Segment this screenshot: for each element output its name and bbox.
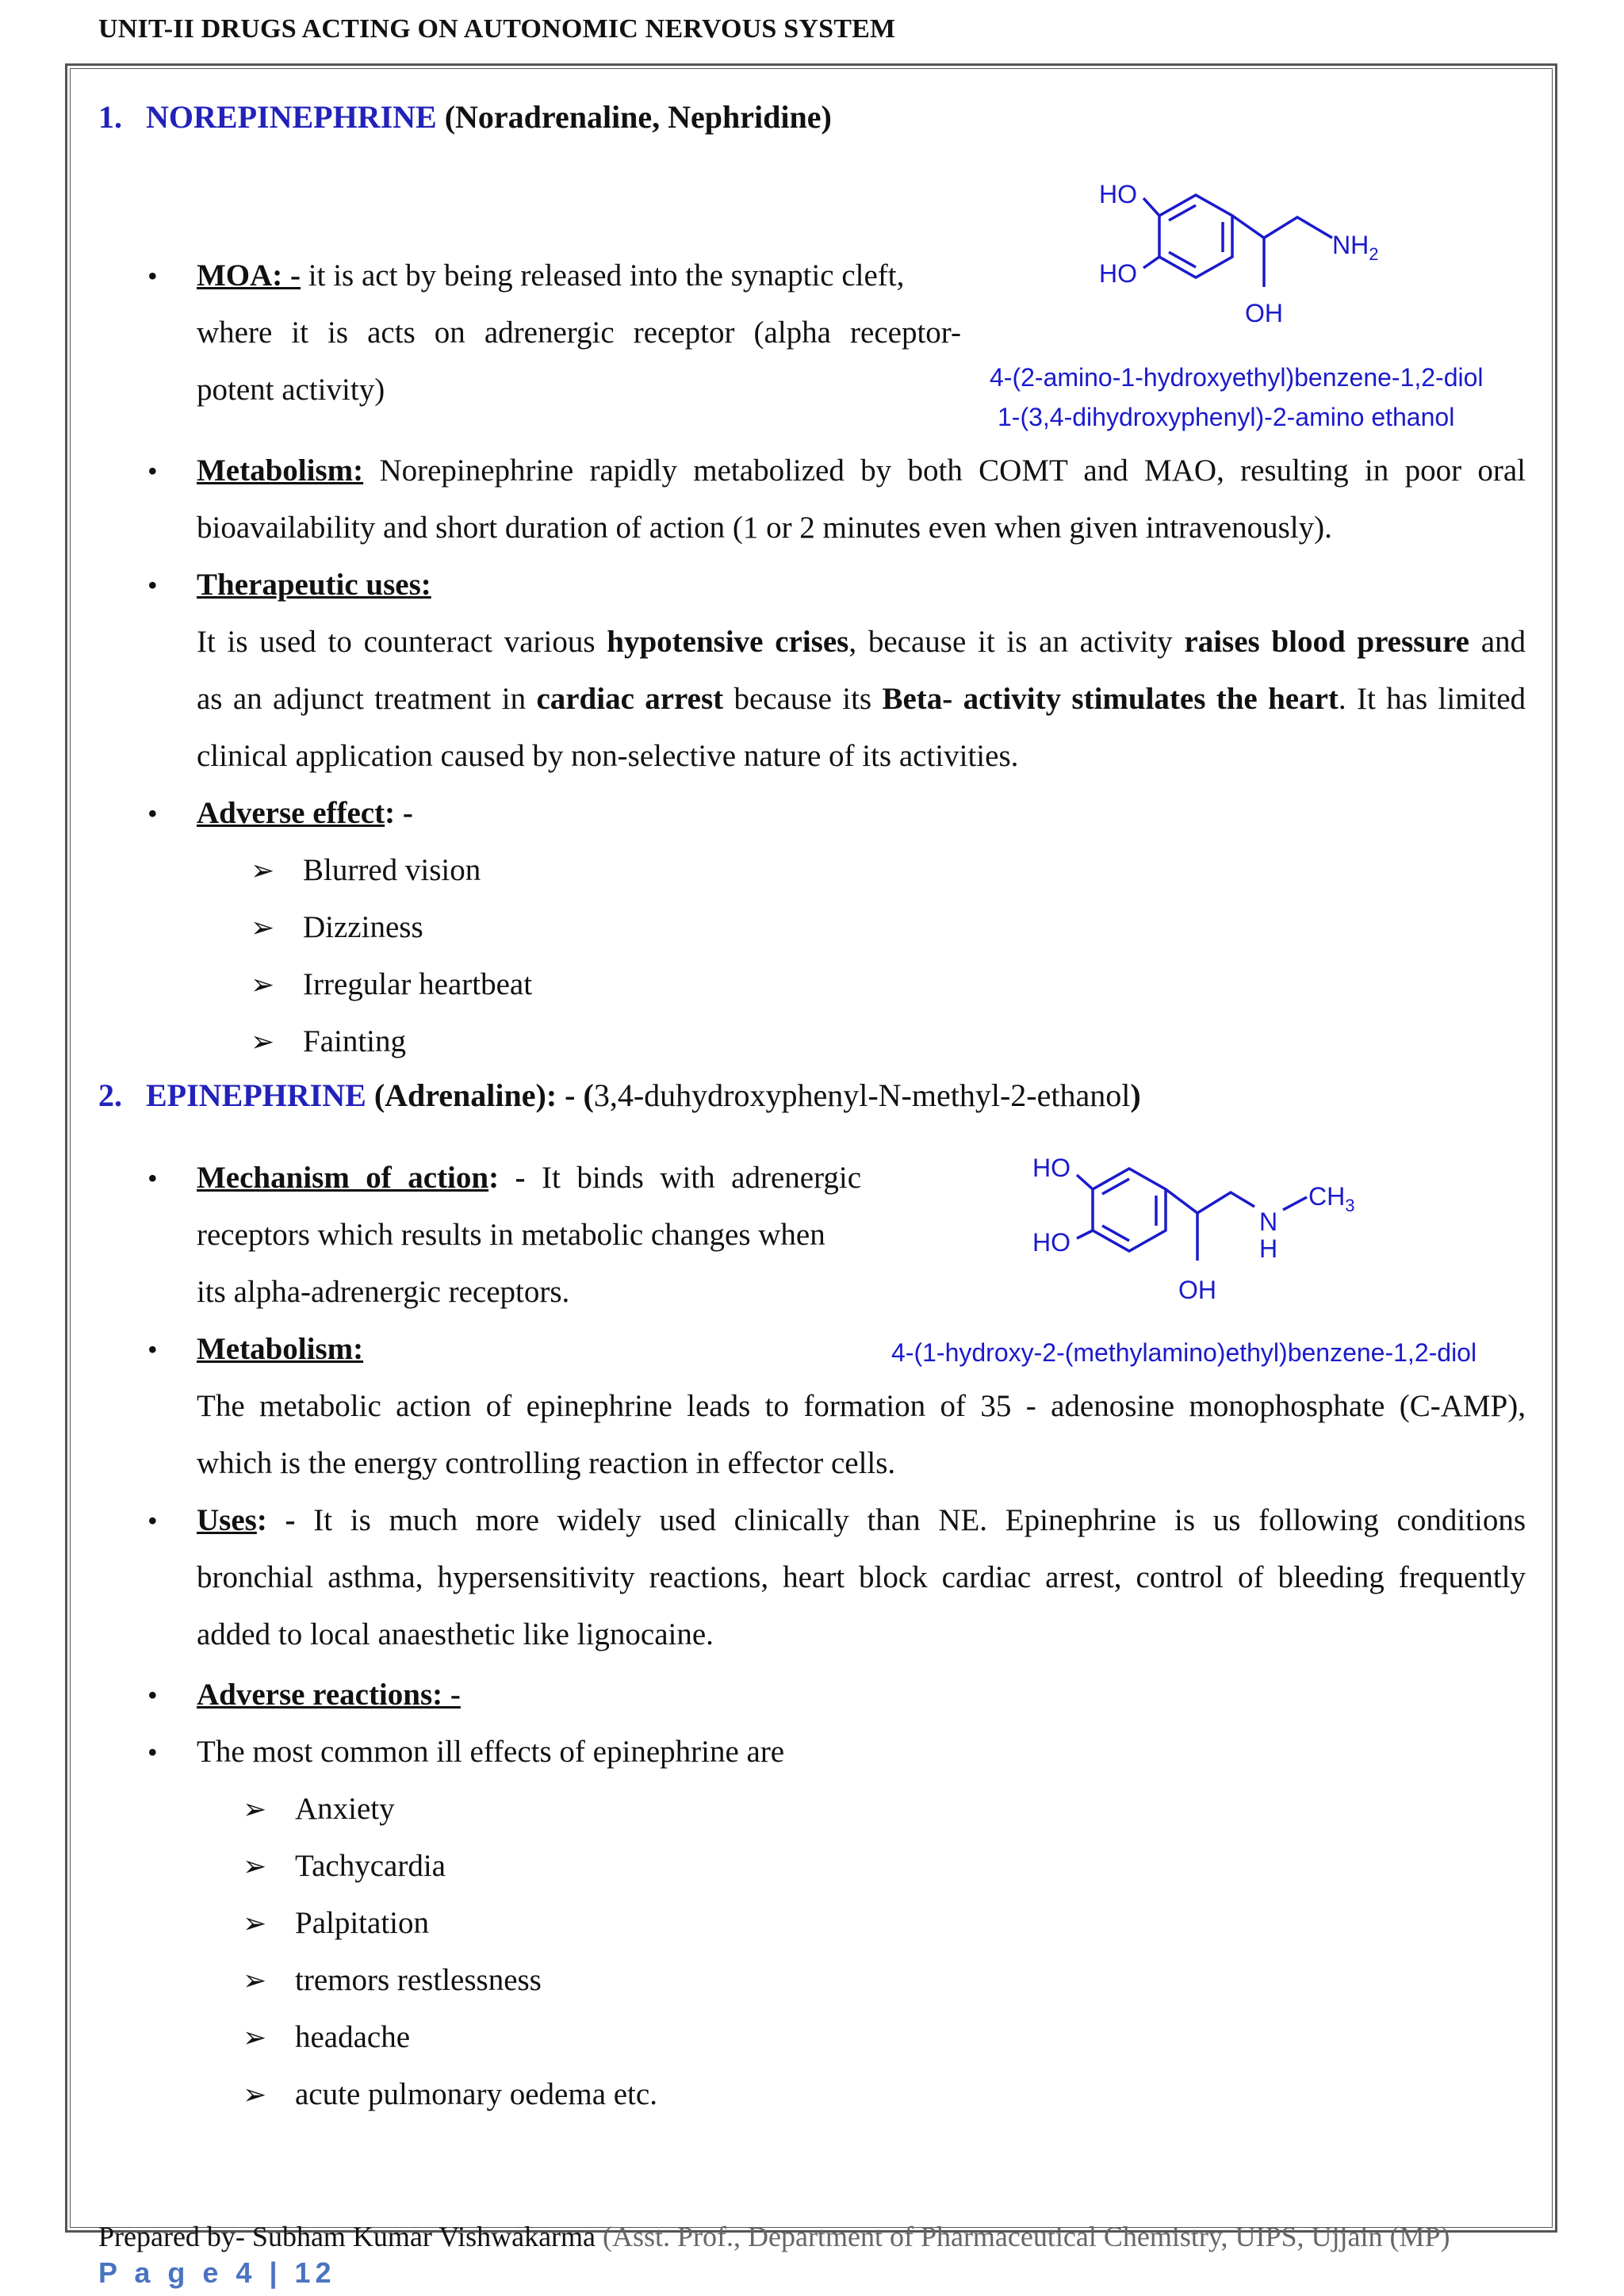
- uses-line-1: Uses: - It is much more widely used clinically than NE. Epinephrine is us following conditions: [197, 1503, 1526, 1537]
- arrowhead-bullet-icon: ➢: [251, 912, 275, 943]
- arrowhead-bullet-icon: ➢: [243, 2022, 267, 2053]
- uses-line-2: bronchial asthma, hypersensitivity reactions, heart block cardiac arrest, control of bleeding frequently: [197, 1560, 1526, 1594]
- ch3-label: $CH_3$: [1308, 1182, 1355, 1215]
- therapeutic-uses-line-1: It is used to counteract various hypotensive crises, because it is an activity raises blood pressure and: [197, 625, 1526, 659]
- moa-line-1: MOA: - it is act by being released into the synaptic cleft,: [197, 258, 905, 293]
- arrowhead-bullet-icon: ➢: [251, 969, 275, 1001]
- therapeutic-uses-line-2: as an adjunct treatment in cardiac arrest because its Beta- activity stimulates the heart. It has limited: [197, 682, 1526, 716]
- benzene-ring: [1093, 1169, 1166, 1251]
- list-item: tremors restlessness: [295, 1963, 542, 1997]
- disc-bullet-icon: •: [147, 1505, 158, 1536]
- page-header: UNIT-II DRUGS ACTING ON AUTONOMIC NERVOUS SYSTEM: [98, 14, 896, 44]
- arrowhead-bullet-icon: ➢: [243, 1850, 267, 1882]
- oh-label: OH: [1245, 299, 1283, 327]
- list-item: Irregular heartbeat: [303, 967, 533, 1001]
- footer-prepared-by: Prepared by- Subham Kumar Vishwakarma (Asst. Prof., Department of Pharmaceutical Chemistry, UIPS, Ujjain (MP): [98, 2221, 1450, 2252]
- iupac-name-alt: 1-(3,4-dihydroxyphenyl)-2-amino ethanol: [998, 403, 1455, 431]
- oh-label: OH: [1178, 1276, 1216, 1304]
- common-effects-line: The most common ill effects of epinephrine are: [197, 1735, 785, 1769]
- therapeutic-uses-line-3: clinical application caused by non-selective nature of its activities.: [197, 739, 1019, 773]
- metabolism-line-1: The metabolic action of epinephrine leads to formation of 35 - adenosine monophosphate (C-AMP),: [197, 1389, 1526, 1423]
- disc-bullet-icon: •: [147, 455, 158, 487]
- section-2-title: 2. EPINEPHRINE (Adrenaline): - (3,4-duhydroxyphenyl-N-methyl-2-ethanol): [98, 1077, 1141, 1113]
- metabolism-line-2: which is the energy controlling reaction in effector cells.: [197, 1446, 896, 1480]
- section-1-title: 1. NOREPINEPHRINE (Noradrenaline, Nephridine): [98, 99, 832, 135]
- disc-bullet-icon: •: [147, 1679, 158, 1711]
- norepinephrine-structure: [1094, 174, 1427, 349]
- metabolism-line-1: Metabolism: Norepinephrine rapidly metabolized by both COMT and MAO, resulting in poor oral: [197, 453, 1526, 488]
- iupac-name-2: 4-(1-hydroxy-2-(methylamino)ethyl)benzene-1,2-diol: [891, 1338, 1477, 1367]
- mechanism-line-2: receptors which results in metabolic changes when: [197, 1218, 825, 1252]
- ho-label: HO: [1032, 1228, 1071, 1257]
- h-label: H: [1259, 1234, 1278, 1263]
- arrowhead-bullet-icon: ➢: [243, 2079, 267, 2110]
- disc-bullet-icon: •: [147, 260, 158, 292]
- adverse-reactions-heading: Adverse reactions: -: [197, 1678, 461, 1712]
- nh2-label: $NH_2$: [1332, 231, 1379, 264]
- mechanism-line-3: its alpha-adrenergic receptors.: [197, 1275, 570, 1309]
- metabolism-line-2: bioavailability and short duration of action (1 or 2 minutes even when given intravenously).: [197, 511, 1332, 545]
- therapeutic-uses-heading: Therapeutic uses:: [197, 568, 431, 602]
- arrowhead-bullet-icon: ➢: [243, 1965, 267, 1996]
- list-item: Anxiety: [295, 1792, 395, 1826]
- disc-bullet-icon: •: [147, 1736, 158, 1768]
- ho-label: HO: [1099, 259, 1137, 288]
- arrowhead-bullet-icon: ➢: [243, 1793, 267, 1825]
- list-item: Dizziness: [303, 910, 423, 944]
- list-item: headache: [295, 2020, 411, 2054]
- disc-bullet-icon: •: [147, 569, 158, 601]
- list-item: acute pulmonary oedema etc.: [295, 2077, 657, 2111]
- moa-line-3: potent activity): [197, 373, 385, 407]
- list-item: Tachycardia: [295, 1849, 446, 1883]
- arrowhead-bullet-icon: ➢: [251, 1026, 275, 1058]
- drug-name-norepinephrine: NOREPINEPHRINE: [146, 99, 437, 135]
- list-item: Blurred vision: [303, 853, 481, 887]
- disc-bullet-icon: •: [147, 1334, 158, 1365]
- benzene-ring: [1159, 195, 1232, 277]
- ho-label: HO: [1032, 1154, 1071, 1182]
- epinephrine-structure: [1028, 1148, 1400, 1330]
- list-item: Fainting: [303, 1024, 407, 1058]
- disc-bullet-icon: •: [147, 798, 158, 829]
- page-number: P a g e 4 | 12: [98, 2256, 336, 2289]
- disc-bullet-icon: •: [147, 1162, 158, 1194]
- adverse-effect-heading: Adverse effect: -: [197, 796, 413, 830]
- n-label: N: [1259, 1207, 1278, 1236]
- list-item: Palpitation: [295, 1906, 429, 1940]
- moa-line-2: where it is acts on adrenergic receptor (alpha receptor-: [197, 316, 961, 350]
- ho-label: HO: [1099, 180, 1137, 209]
- iupac-name-1: 4-(2-amino-1-hydroxyethyl)benzene-1,2-diol: [990, 363, 1484, 392]
- mechanism-line-1: Mechanism of action: - It binds with adrenergic: [197, 1161, 861, 1195]
- arrowhead-bullet-icon: ➢: [251, 855, 275, 886]
- metabolism-heading: Metabolism:: [197, 1332, 364, 1366]
- arrowhead-bullet-icon: ➢: [243, 1908, 267, 1939]
- uses-line-3: added to local anaesthetic like lignocaine.: [197, 1617, 714, 1651]
- drug-name-epinephrine: EPINEPHRINE: [146, 1077, 366, 1113]
